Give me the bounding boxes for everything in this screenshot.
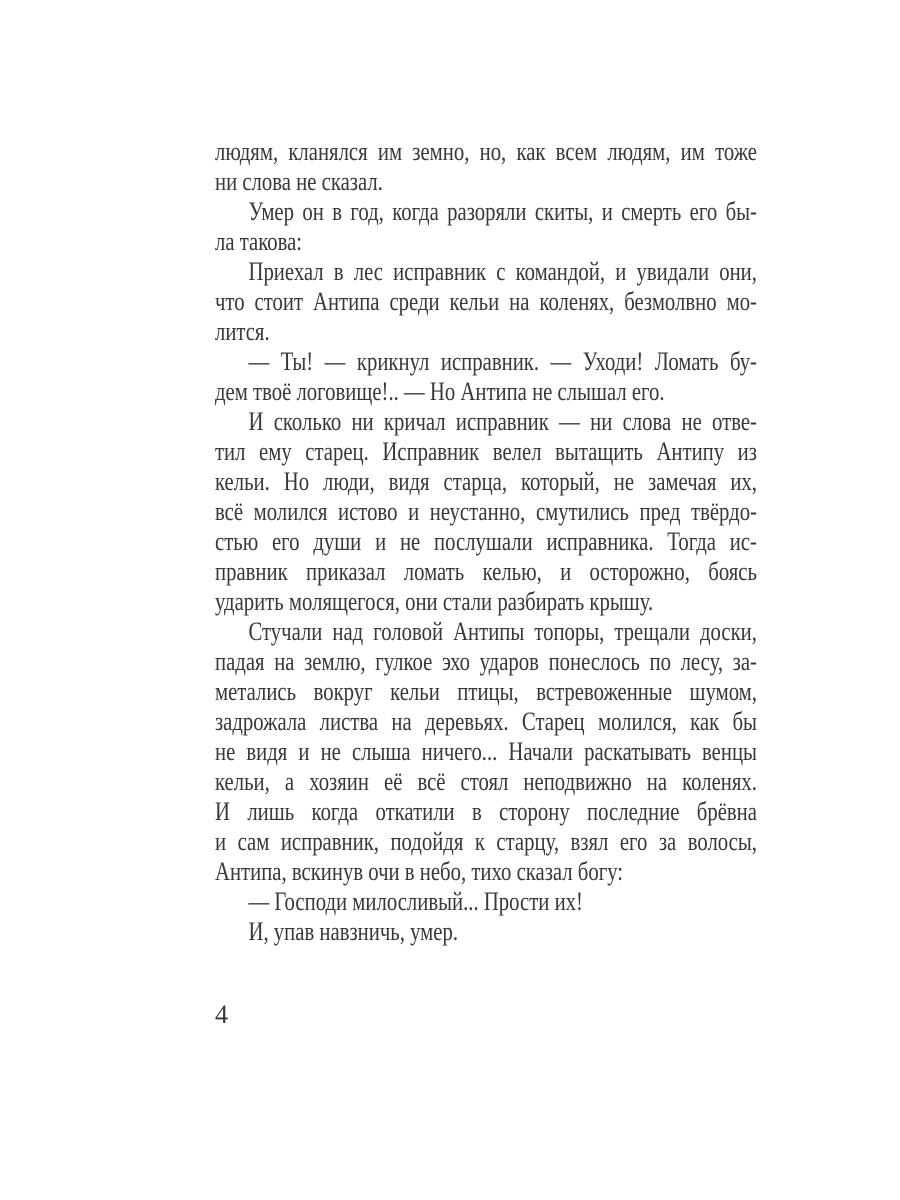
- paragraph: [215, 197, 757, 257]
- text-line: И лишь когда откатили в сторону последние брёвна: [215, 797, 757, 826]
- page-number: 4: [215, 1000, 228, 1029]
- text-line: И, упав навзничь, умер.: [248, 917, 459, 946]
- text-line: падая на землю, гулкое эхо ударов понеслось по лесу, за-: [215, 647, 757, 676]
- paragraph: [215, 407, 757, 617]
- text-line: Антипа, вскинув очи в небо, тихо сказал богу:: [215, 857, 624, 886]
- text-line: ла такова:: [215, 227, 303, 256]
- text-line: стью его души и не послушали исправника. Тогда ис-: [215, 527, 757, 556]
- text-line: — Ты! — крикнул исправник. — Уходи! Ломать бу-: [248, 347, 757, 376]
- paragraph: [215, 887, 757, 917]
- text-line: дем твоё логовище!.. — Но Антипа не слышал его.: [215, 377, 665, 406]
- paragraph: [215, 137, 757, 197]
- text-block: [215, 137, 757, 947]
- text-line: Приехал в лес исправник с командой, и увидали они,: [248, 257, 757, 286]
- paragraph: [215, 917, 757, 947]
- text-line: метались вокруг кельи птицы, встревоженные шумом,: [215, 677, 757, 706]
- text-line: лится.: [215, 317, 270, 346]
- paragraph: [215, 257, 757, 347]
- paragraph: [215, 347, 757, 407]
- text-line: что стоит Антипа среди кельи на коленях, безмолвно мо-: [215, 287, 757, 316]
- text-line: ни слова не сказал.: [215, 167, 383, 196]
- paragraph: [215, 617, 757, 887]
- text-line: И сколько ни кричал исправник — ни слова не отве-: [248, 407, 757, 436]
- text-line: задрожала листва на деревьях. Старец молился, как бы: [215, 707, 757, 736]
- text-line: людям, кланялся им земно, но, как всем людям, им тоже: [215, 137, 757, 166]
- text-line: ударить молящегося, они стали разбирать крышу.: [215, 587, 654, 616]
- text-line: — Господи милосливый... Прости их!: [248, 887, 583, 916]
- text-line: кельи, а хозяин её всё стоял неподвижно на коленях.: [215, 767, 757, 796]
- text-line: всё молился истово и неустанно, смутились пред твёрдо-: [215, 497, 757, 526]
- text-line: правник приказал ломать келью, и осторожно, боясь: [215, 557, 757, 586]
- text-line: Стучали над головой Антипы топоры, трещали доски,: [248, 617, 757, 646]
- text-line: и сам исправник, подойдя к старцу, взял его за волосы,: [215, 827, 757, 856]
- text-line: не видя и не слыша ничего... Начали раскатывать венцы: [215, 737, 757, 766]
- text-line: тил ему старец. Исправник велел вытащить Антипу из: [215, 437, 757, 466]
- text-line: Умер он в год, когда разоряли скиты, и смерть его бы-: [248, 197, 757, 226]
- text-line: кельи. Но люди, видя старца, который, не замечая их,: [215, 467, 757, 496]
